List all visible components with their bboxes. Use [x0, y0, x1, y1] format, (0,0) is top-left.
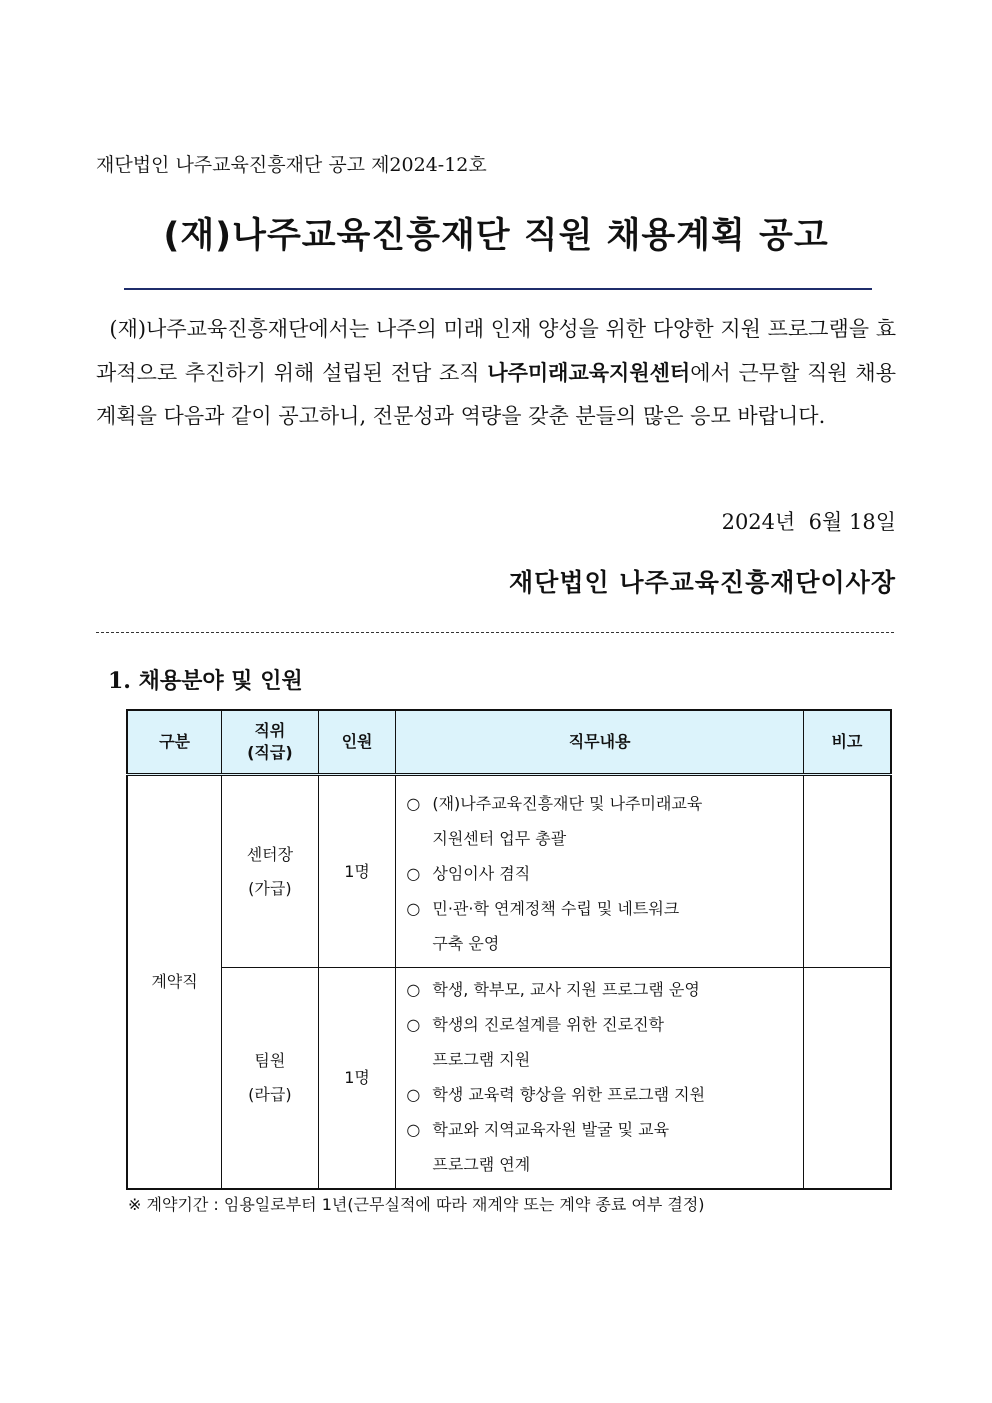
- body-bold-center-name: 나주미래교육지원센터: [487, 360, 691, 385]
- signer: 재단법인 나주교육진흥재단이사장: [509, 568, 896, 597]
- duty-item: [406, 972, 797, 1007]
- title-underline: [124, 288, 872, 290]
- header-count: 인원: [318, 710, 396, 775]
- header-duties: 직무내용: [396, 710, 804, 775]
- announcement-date: 2024년 6월 18일: [721, 510, 896, 534]
- dashed-divider: [96, 632, 894, 633]
- header-position: [222, 710, 319, 775]
- section-title: 1. 채용분야 및 인원: [108, 668, 303, 694]
- duty-line: 상임이사 겸직: [432, 864, 531, 883]
- duty-line: 프로그램 연계: [432, 1155, 531, 1174]
- position-cell: [222, 775, 319, 968]
- header-category: 구분: [127, 710, 222, 775]
- duty-line: 학교와 지역교육자원 발굴 및 교육: [432, 1120, 670, 1139]
- circle-bullet-icon: ○: [406, 1015, 421, 1034]
- body-part2: 에서 근무할 직원 채용계획을 다음과 같이 공고하니, 전문성과 역량을 갖춘 분들의 많은 응모 바랍니다.: [96, 361, 896, 428]
- circle-bullet-icon: ○: [406, 899, 421, 918]
- header-note: 비고: [803, 710, 891, 775]
- note-cell: [803, 968, 891, 1190]
- position-grade: (라급): [248, 1085, 292, 1104]
- duty-line: 구축 운영: [432, 934, 500, 953]
- duty-item: [406, 1007, 797, 1077]
- table-row: [127, 775, 891, 968]
- position-name: 센터장: [246, 844, 294, 864]
- duty-line: 학생, 학부모, 교사 지원 프로그램 운영: [432, 980, 700, 999]
- body-part1: (재)나주교육진흥재단에서는 나주의 미래 인재 양성을 위한 다양한 지원 프로그램을 효과적으로 추진하기 위해 설립된 전담 조직: [96, 317, 896, 385]
- contract-period-footnote: ※ 계약기간 : 임용일로부터 1년(근무실적에 따라 재계약 또는 계약 종료 여부 결정): [128, 1195, 705, 1214]
- duties-cell: [396, 968, 804, 1190]
- circle-bullet-icon: ○: [406, 1085, 421, 1104]
- position-grade: (가급): [248, 878, 292, 898]
- duties-cell: [396, 775, 804, 968]
- duty-line: 프로그램 지원: [432, 1050, 531, 1069]
- duty-item: [406, 1112, 797, 1182]
- circle-bullet-icon: ○: [406, 980, 421, 999]
- circle-bullet-icon: ○: [406, 864, 421, 883]
- table-row: [127, 968, 891, 1190]
- duty-line: 민·관·학 연계정책 수립 및 네트워크: [432, 899, 680, 918]
- position-cell: [222, 968, 319, 1190]
- duty-line: 학생 교육력 향상을 위한 프로그램 지원: [432, 1085, 706, 1104]
- duty-item: [406, 856, 797, 891]
- header-position-line1: 직위: [254, 721, 286, 740]
- category-cell: 계약직: [127, 775, 222, 1190]
- duty-item: [406, 786, 797, 856]
- duty-line: (재)나주교육진흥재단 및 나주미래교육: [432, 794, 703, 813]
- position-name: 팀원: [254, 1051, 286, 1070]
- table-header-row: [127, 710, 891, 775]
- header-position-line2: (직급): [247, 743, 293, 762]
- note-cell: [803, 775, 891, 968]
- duty-line: 학생의 진로설계를 위한 진로진학: [432, 1015, 665, 1034]
- duty-item: [406, 891, 797, 961]
- announcement-body: [96, 308, 896, 438]
- page-title: (재)나주교육진흥재단 직원 채용계획 공고: [163, 216, 829, 256]
- duty-item: [406, 1077, 797, 1112]
- notice-number: 재단법인 나주교육진흥재단 공고 제2024-12호: [96, 154, 487, 176]
- count-cell: 1명: [318, 775, 396, 968]
- circle-bullet-icon: ○: [406, 794, 421, 813]
- count-cell: 1명: [318, 968, 396, 1190]
- circle-bullet-icon: ○: [406, 1120, 421, 1139]
- recruitment-table: [126, 709, 892, 1190]
- duty-line: 지원센터 업무 총괄: [432, 829, 567, 848]
